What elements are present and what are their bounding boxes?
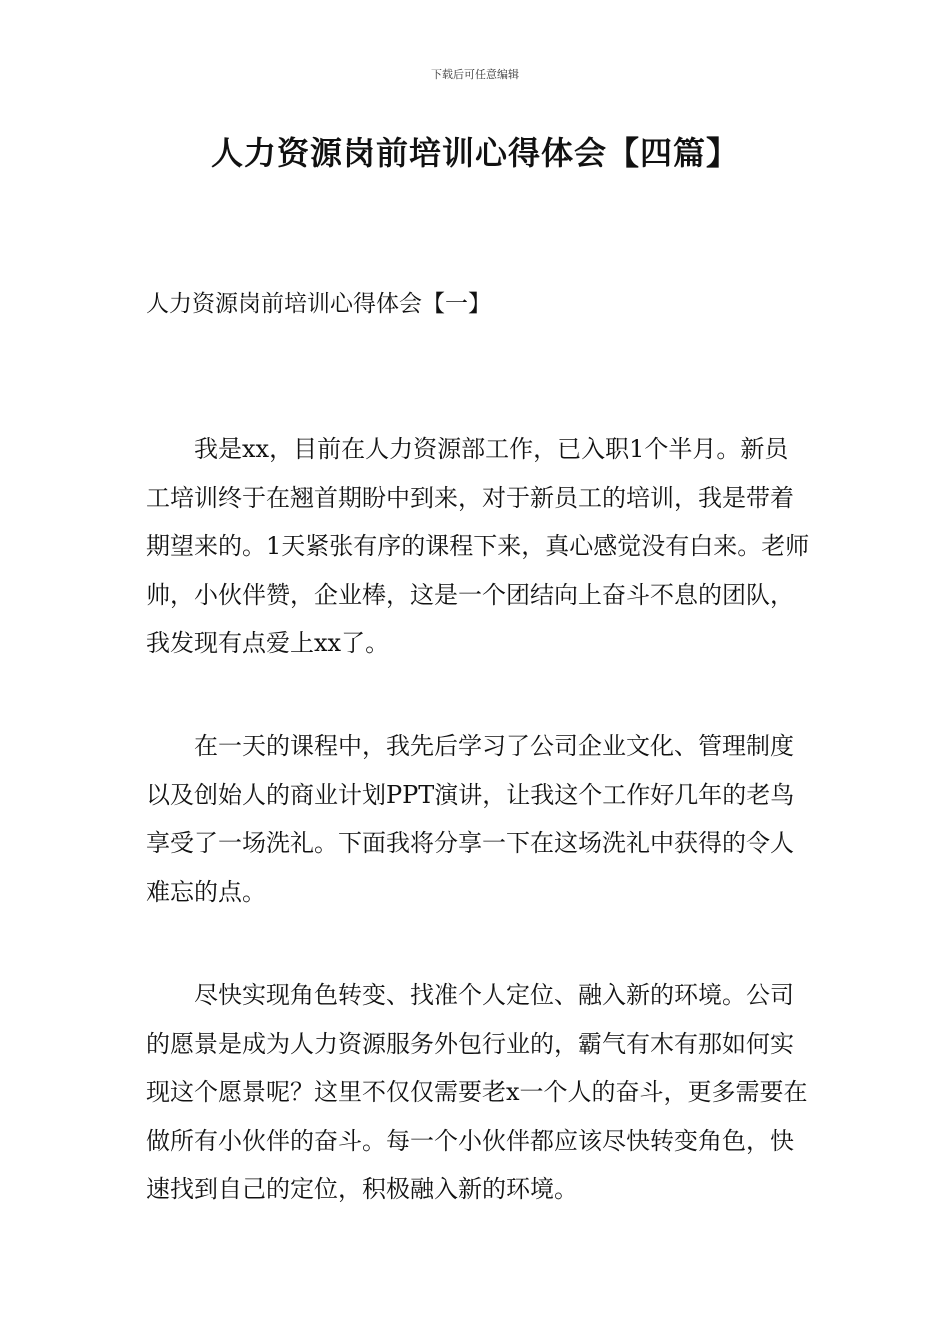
paragraph-2: 在一天的课程中，我先后学习了公司企业文化、管理制度以及创始人的商业计划PPT演讲，让我这个工作好几年的老鸟享受了一场洗礼。下面我将分享一下在这场洗礼中获得的令人难忘的点。 [146,732,795,906]
section-heading: 人力资源岗前培训心得体会【一】 [146,291,491,317]
paragraph-1: 我是xx，目前在人力资源部工作，已入职1个半月。新员工培训终于在翘首期盼中到来，对于新员工的培训，我是带着期望来的。1天紧张有序的课程下来，真心感觉没有白来。老师帅，小伙伴赞，企业棒，这是一个团结向上奋斗不息的团队，我发现有点爱上xx了。 [146,435,810,657]
header-note: 下载后可任意编辑 [431,68,519,81]
document-title: 人力资源岗前培训心得体会【四篇】 [210,134,739,172]
paragraph-3: 尽快实现角色转变、找准个人定位、融入新的环境。公司的愿景是成为人力资源服务外包行业的，霸气有木有那如何实现这个愿景呢？这里不仅仅需要老x一个人的奋斗，更多需要在做所有小伙伴的奋斗。每一个小伙伴都应该尽快转变角色，快速找到自己的定位，积极融入新的环境。 [146,981,808,1203]
